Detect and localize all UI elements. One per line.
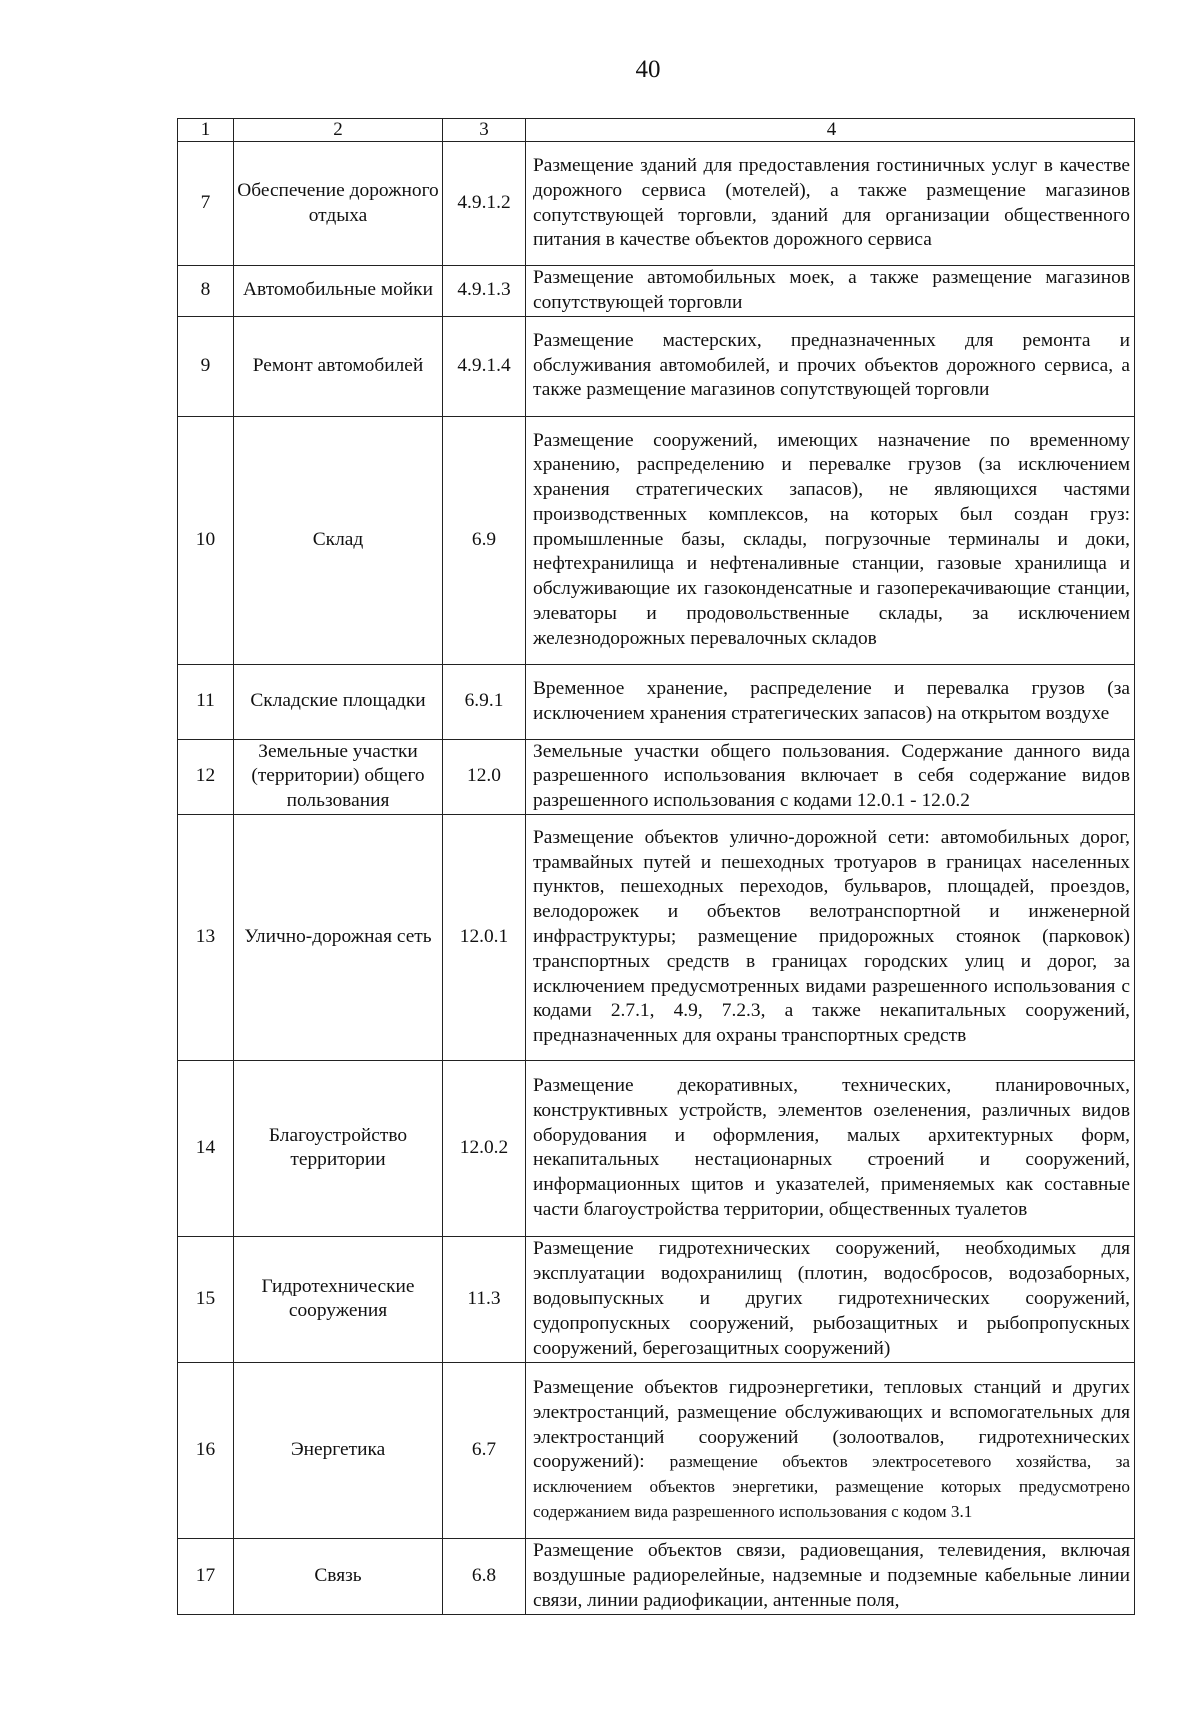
use-code: 4.9.1.3 bbox=[443, 266, 526, 317]
use-name: Автомобильные мойки bbox=[234, 266, 443, 317]
table-row bbox=[178, 142, 1135, 266]
use-code: 6.9 bbox=[443, 416, 526, 664]
table-header-row bbox=[178, 119, 1135, 142]
header-col-2: 2 bbox=[234, 119, 443, 142]
use-description bbox=[526, 1362, 1135, 1538]
row-number: 13 bbox=[178, 814, 234, 1060]
table-row bbox=[178, 1236, 1135, 1362]
use-code: 4.9.1.4 bbox=[443, 316, 526, 416]
row-number: 16 bbox=[178, 1362, 234, 1538]
use-description: Размещение сооружений, имеющих назначение по временному хранению, распределению и перевалке грузов (за исключением хранения стратегических запасов), не являющихся частями производственных комплексов, на которых был создан груз: промышленные базы, склады, погрузочные терминалы и доки, нефтехранилища и нефтеналивные станции, газовые хранилища и обслуживающие их газоконденсатные и газоперекачивающие станции, элеваторы и продовольственные склады, за исключением железнодорожных перевалочных складов bbox=[526, 416, 1135, 664]
use-description-part-1: Размещение объектов гидроэнергетики, тепловых станций и других электростанций, размещение обслуживающих и вспомогательных для электростанций сооружений (золоотвалов, гидротехнических сооружений): bbox=[533, 1377, 1130, 1473]
use-name: Гидротехнические сооружения bbox=[234, 1236, 443, 1362]
page-number: 40 bbox=[635, 56, 661, 83]
use-name: Складские площадки bbox=[234, 664, 443, 739]
table-row bbox=[178, 1060, 1135, 1236]
row-number: 8 bbox=[178, 266, 234, 317]
table-row bbox=[178, 316, 1135, 416]
use-description: Размещение гидротехнических сооружений, необходимых для эксплуатации водохранилищ (плотин, водосбросов, водозаборных, водовыпускных и других гидротехнических сооружений, судопропускных сооружений, рыбозащитных и рыбопропускных сооружений, берегозащитных сооружений) bbox=[526, 1236, 1135, 1362]
table-row bbox=[178, 1538, 1135, 1614]
use-code: 12.0 bbox=[443, 739, 526, 814]
use-name: Склад bbox=[234, 416, 443, 664]
use-code: 6.8 bbox=[443, 1538, 526, 1614]
table-row bbox=[178, 664, 1135, 739]
use-name: Связь bbox=[234, 1538, 443, 1614]
land-use-table bbox=[177, 118, 1135, 1615]
row-number: 17 bbox=[178, 1538, 234, 1614]
table-row bbox=[178, 739, 1135, 814]
use-code: 12.0.1 bbox=[443, 814, 526, 1060]
table-row bbox=[178, 416, 1135, 664]
table-row bbox=[178, 266, 1135, 317]
use-description: Временное хранение, распределение и перевалка грузов (за исключением хранения стратегических запасов) на открытом воздухе bbox=[526, 664, 1135, 739]
use-code: 6.7 bbox=[443, 1362, 526, 1538]
header-col-3: 3 bbox=[443, 119, 526, 142]
use-description: Размещение объектов улично-дорожной сети: автомобильных дорог, трамвайных путей и пешеходных тротуаров в границах населенных пунктов, пешеходных переходов, бульваров, площадей, проездов, велодорожек и объектов велотранспортной и инженерной инфраструктуры; размещение придорожных стоянок (парковок) транспортных средств в границах городских улиц и дорог, за исключением предусмотренных видами разрешенного использования с кодами 2.7.1, 4.9, 7.2.3, а также некапитальных сооружений, предназначенных для охраны транспортных средств bbox=[526, 814, 1135, 1060]
row-number: 9 bbox=[178, 316, 234, 416]
use-description: Размещение мастерских, предназначенных для ремонта и обслуживания автомобилей, и прочих объектов дорожного сервиса, а также размещение магазинов сопутствующей торговли bbox=[526, 316, 1135, 416]
use-description: Размещение зданий для предоставления гостиничных услуг в качестве дорожного сервиса (мотелей), а также размещение магазинов сопутствующей торговли, зданий для организации общественного питания в качестве объектов дорожного сервиса bbox=[526, 142, 1135, 266]
row-number: 12 bbox=[178, 739, 234, 814]
use-name: Улично-дорожная сеть bbox=[234, 814, 443, 1060]
use-name: Энергетика bbox=[234, 1362, 443, 1538]
use-name: Обеспечение дорожного отдыха bbox=[234, 142, 443, 266]
use-description-part-2: размещение объектов электросетевого хозяйства, за исключением объектов энергетики, размещение которых предусмотрено содержанием вида разрешенного использования с кодом 3.1 bbox=[533, 1452, 1130, 1522]
use-name: Земельные участки (территории) общего пользования bbox=[234, 739, 443, 814]
row-number: 15 bbox=[178, 1236, 234, 1362]
row-number: 11 bbox=[178, 664, 234, 739]
use-description: Размещение автомобильных моек, а также размещение магазинов сопутствующей торговли bbox=[526, 266, 1135, 317]
row-number: 7 bbox=[178, 142, 234, 266]
use-code: 6.9.1 bbox=[443, 664, 526, 739]
use-code: 12.0.2 bbox=[443, 1060, 526, 1236]
use-name: Ремонт автомобилей bbox=[234, 316, 443, 416]
header-col-4: 4 bbox=[526, 119, 1135, 142]
use-description: Размещение объектов связи, радиовещания, телевидения, включая воздушные радиорелейные, надземные и подземные кабельные линии связи, линии радиофикации, антенные поля, bbox=[526, 1538, 1135, 1614]
use-name: Благоустройство территории bbox=[234, 1060, 443, 1236]
table-row bbox=[178, 1362, 1135, 1538]
row-number: 10 bbox=[178, 416, 234, 664]
table-row bbox=[178, 814, 1135, 1060]
row-number: 14 bbox=[178, 1060, 234, 1236]
use-description: Земельные участки общего пользования. Содержание данного вида разрешенного использования включает в себя содержание видов разрешенного использования с кодами 12.0.1 - 12.0.2 bbox=[526, 739, 1135, 814]
use-code: 4.9.1.2 bbox=[443, 142, 526, 266]
header-col-1: 1 bbox=[178, 119, 234, 142]
use-code: 11.3 bbox=[443, 1236, 526, 1362]
use-description: Размещение декоративных, технических, планировочных, конструктивных устройств, элементов озеленения, различных видов оборудования и оформления, малых архитектурных форм, некапитальных нестационарных строений и сооружений, информационных щитов и указателей, применяемых как составные части благоустройства территории, общественных туалетов bbox=[526, 1060, 1135, 1236]
